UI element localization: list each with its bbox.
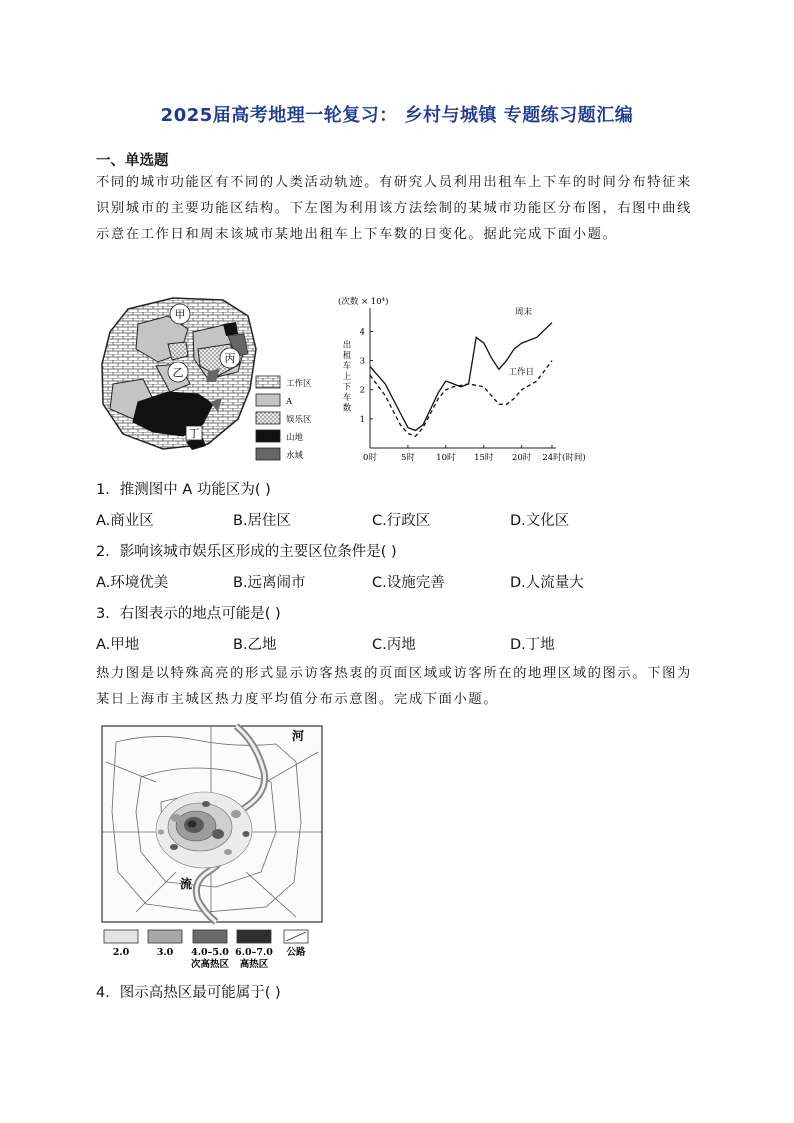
svg-text:公路: 公路 xyxy=(286,947,306,958)
q1-option-b[interactable]: B.居住区 xyxy=(233,513,292,529)
y-tick-label: 3 xyxy=(359,356,365,367)
location-yi xyxy=(168,362,188,382)
svg-text:乙: 乙 xyxy=(172,366,184,379)
x-tick-label: 15时 xyxy=(474,453,494,463)
y-unit-label: (次数 × 10⁴) xyxy=(338,297,389,307)
svg-text:丁: 丁 xyxy=(188,427,200,440)
page-title: 2025届高考地理一轮复习： 乡村与城镇 专题练习题汇编 xyxy=(160,105,634,126)
y-tick-label: 4 xyxy=(359,327,365,338)
map-legend xyxy=(256,376,312,461)
q3-option-c[interactable]: C.丙地 xyxy=(372,637,416,653)
y-tick-label: 2 xyxy=(359,385,365,396)
intro-paragraph-2: 热力图是以特殊高亮的形式显示访客热衷的页面区域或访客所在的地理区域的图示。下图为某日上海市主城区热力度平均值分布示意图。完成下面小题。 xyxy=(96,666,692,707)
location-bing xyxy=(220,348,240,368)
river-label-top: 河 xyxy=(292,729,305,743)
q3-option-b[interactable]: B.乙地 xyxy=(233,637,277,653)
question-2-options xyxy=(96,571,696,593)
svg-text:工作区: 工作区 xyxy=(286,379,312,389)
q2-option-d[interactable]: D.人流量大 xyxy=(510,575,584,591)
shanghai-heat-map xyxy=(96,722,328,972)
section-heading: 一、单选题 xyxy=(96,153,169,169)
functional-zone-map xyxy=(98,294,330,464)
svg-text:娱乐区: 娱乐区 xyxy=(286,415,312,425)
svg-text:A: A xyxy=(286,397,293,407)
q3-option-d[interactable]: D.丁地 xyxy=(510,637,555,653)
svg-text:山地: 山地 xyxy=(286,433,304,443)
question-3-options xyxy=(96,633,696,655)
x-tick-label: 10时 xyxy=(436,453,456,463)
question-3-stem: 3．右图表示的地点可能是( ) xyxy=(96,606,281,622)
series-label: 工作日 xyxy=(508,367,534,378)
svg-text:高热区: 高热区 xyxy=(239,959,269,970)
x-unit-label: (时间) xyxy=(562,453,586,463)
y-tick-label: 1 xyxy=(359,414,365,425)
taxi-line-chart xyxy=(334,292,596,466)
q2-option-b[interactable]: B.远离闹市 xyxy=(233,575,306,591)
svg-text:次高热区: 次高热区 xyxy=(190,959,230,970)
question-4-stem: 4．图示高热区最可能属于( ) xyxy=(96,985,281,1001)
q1-option-a[interactable]: A.商业区 xyxy=(96,513,154,529)
location-ding xyxy=(186,426,202,440)
location-jia xyxy=(170,304,190,324)
svg-text:6.0–7.0: 6.0–7.0 xyxy=(235,947,273,958)
q1-option-c[interactable]: C.行政区 xyxy=(372,513,431,529)
heat-clusters xyxy=(156,792,252,868)
svg-text:3.0: 3.0 xyxy=(156,947,174,958)
x-tick-label: 0时 xyxy=(363,453,377,463)
svg-text:4.0–5.0: 4.0–5.0 xyxy=(191,947,229,958)
x-tick-label: 20时 xyxy=(512,453,532,463)
svg-text:水域: 水域 xyxy=(286,451,304,461)
question-1-stem: 1．推测图中 A 功能区为( ) xyxy=(96,482,271,498)
svg-text:丙: 丙 xyxy=(224,352,236,365)
series-label: 周末 xyxy=(514,307,532,318)
y-axis-label: 出租车上下车数 xyxy=(341,340,351,414)
q3-option-a[interactable]: A.甲地 xyxy=(96,637,140,653)
question-1-options xyxy=(96,509,696,531)
q2-option-c[interactable]: C.设施完善 xyxy=(372,575,445,591)
q2-option-a[interactable]: A.环境优美 xyxy=(96,575,169,591)
river-label-bottom: 流 xyxy=(180,877,193,891)
x-tick-label: 24时 xyxy=(542,453,562,463)
intro-paragraph-1: 不同的城市功能区有不同的人类活动轨迹。有研究人员利用出租车上下车的时间分布特征来识别城市的主要功能区结构。下左图为利用该方法绘制的某城市功能区分布图，右图中曲线示意在工作日和周末该城市某地出租车上下车数的日变化。据此完成下面小题。 xyxy=(96,175,692,242)
x-tick-label: 5时 xyxy=(400,453,415,463)
question-2-stem: 2．影响该城市娱乐区形成的主要区位条件是( ) xyxy=(96,544,397,560)
svg-text:2.0: 2.0 xyxy=(112,947,130,958)
svg-text:甲: 甲 xyxy=(174,308,186,321)
q1-option-d[interactable]: D.文化区 xyxy=(510,513,570,529)
